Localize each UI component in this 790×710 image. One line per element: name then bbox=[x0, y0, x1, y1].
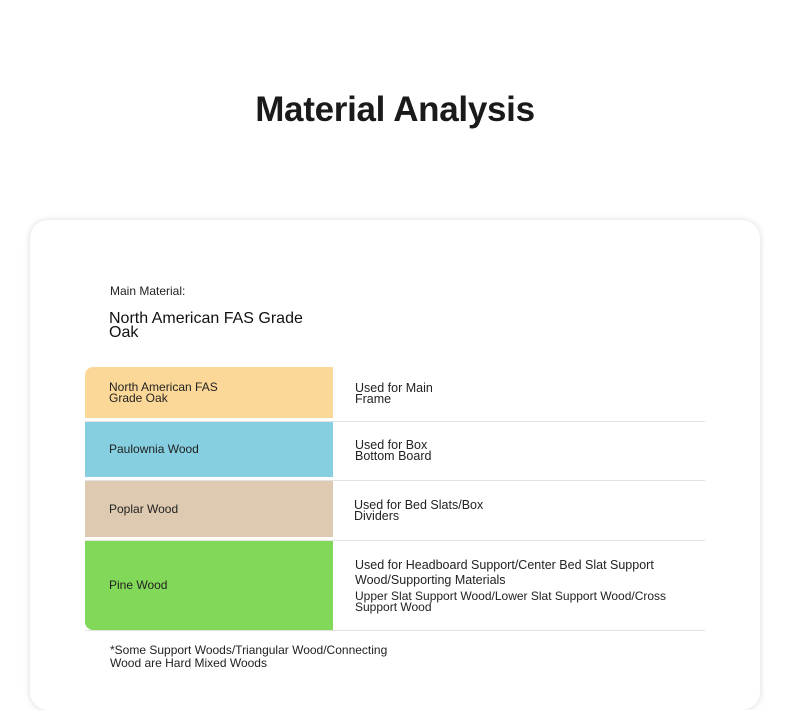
material-row-poplar bbox=[85, 481, 705, 541]
material-use-text: Used for Box Bottom Board bbox=[355, 438, 432, 463]
material-name-poplar: Poplar Wood bbox=[109, 501, 179, 516]
page-title: Material Analysis bbox=[255, 90, 535, 129]
material-card bbox=[30, 220, 760, 710]
materials-table bbox=[85, 367, 705, 631]
material-swatch-poplar bbox=[85, 481, 333, 537]
material-row-pine bbox=[85, 541, 705, 631]
material-swatch-oak bbox=[85, 367, 333, 418]
material-use-text: Used for Main Frame bbox=[355, 381, 433, 406]
material-name-oak: North American FAS Grade Oak bbox=[109, 379, 218, 405]
material-row-paulownia bbox=[85, 422, 705, 481]
material-use-poplar bbox=[333, 481, 705, 540]
main-material-value: North American FAS Grade Oak bbox=[109, 310, 303, 341]
main-material-label: Main Material: bbox=[110, 284, 186, 298]
material-name-paulownia: Paulownia Wood bbox=[109, 442, 199, 456]
material-use-paulownia bbox=[333, 422, 705, 480]
material-use-pine bbox=[333, 541, 705, 630]
material-use-text: Upper Slat Support Wood/Lower Slat Support Wood/Cross Support Wood bbox=[355, 589, 667, 614]
material-name-pine: Pine Wood bbox=[109, 578, 168, 592]
material-use-text: Used for Headboard Support/Center Bed Slat Support Wood/Supporting Materials bbox=[355, 558, 654, 587]
material-swatch-paulownia bbox=[85, 422, 333, 477]
footnote: *Some Support Woods/Triangular Wood/Connecting Wood are Hard Mixed Woods bbox=[110, 643, 388, 670]
material-swatch-pine bbox=[85, 541, 333, 630]
material-use-oak bbox=[333, 367, 705, 421]
material-row-oak bbox=[85, 367, 705, 422]
material-use-text: Used for Bed Slats/Box Dividers bbox=[354, 497, 484, 523]
